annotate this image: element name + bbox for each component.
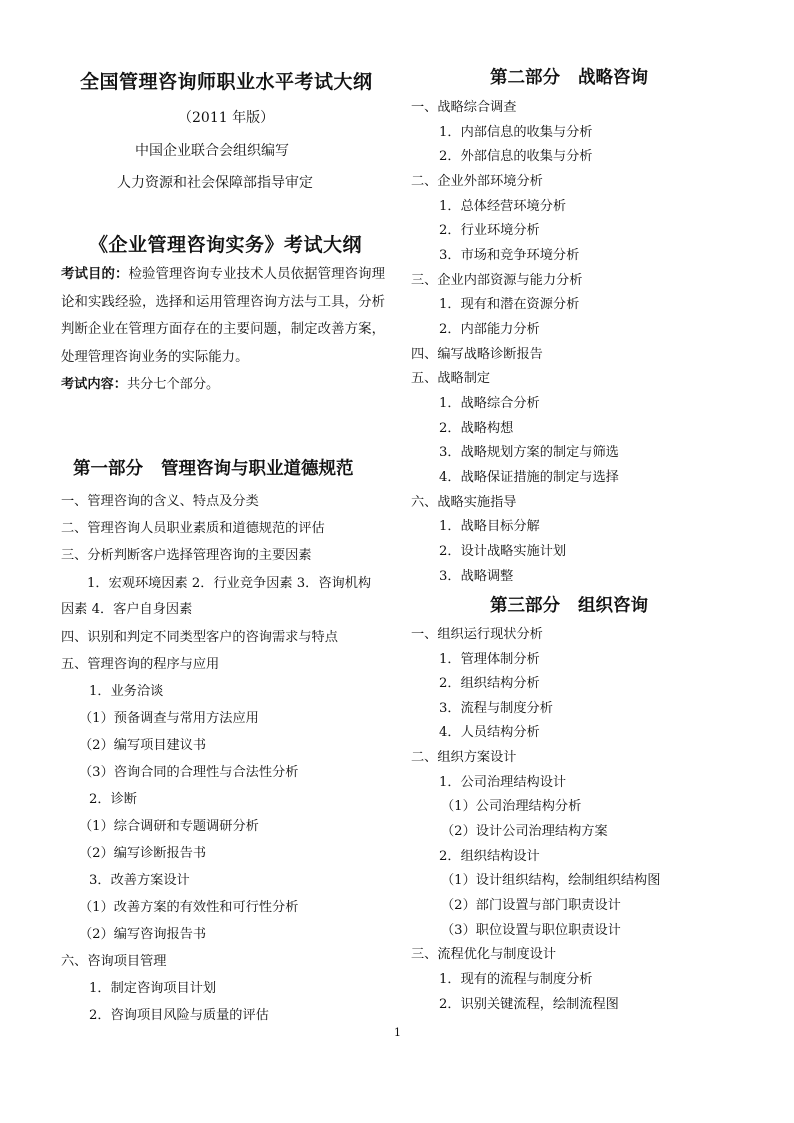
list-item: （3）咨询合同的合理性与合法性分析 xyxy=(79,765,299,780)
list-item: 六、战略实施指导 xyxy=(411,495,517,510)
list-item: 一、战略综合调查 xyxy=(411,100,517,115)
list-item: 4．战略保证措施的制定与选择 xyxy=(439,470,619,485)
page-number: 1 xyxy=(394,1026,401,1039)
list-item: （1）改善方案的有效性和可行性分析 xyxy=(79,900,299,915)
exam-content xyxy=(61,373,219,392)
list-item: 一、组织运行现状分析 xyxy=(411,627,543,642)
list-item: （2）设计公司治理结构方案 xyxy=(441,824,608,839)
edition-label: （2011 年版） xyxy=(178,110,275,126)
part2-heading xyxy=(490,64,648,89)
list-item: 五、管理咨询的程序与应用 xyxy=(61,657,220,672)
exam-purpose xyxy=(61,261,385,371)
organizer-line: 中国企业联合会组织编写 xyxy=(135,143,289,159)
list-item: 1．战略目标分解 xyxy=(439,519,540,534)
list-item: 2．咨询项目风险与质量的评估 xyxy=(89,1008,269,1023)
exam-content-label: 考试内容： xyxy=(61,377,127,392)
exam-purpose-text: 检验管理咨询专业技术人员依据管理咨询理论和实践经验，选择和运用管理咨询方法与工具，分析判断企业在管理方面存在的主要问题，制定改善方案，处理管理咨询业务的实际能力。 xyxy=(61,267,386,365)
list-item: 1．制定咨询项目计划 xyxy=(89,981,217,996)
document-title: 全国管理咨询师职业水平考试大纲 xyxy=(80,71,373,93)
list-item: 3．流程与制度分析 xyxy=(439,701,553,716)
exam-purpose-label: 考试目的： xyxy=(61,266,129,282)
reviewer-line: 人力资源和社会保障部指导审定 xyxy=(117,175,313,191)
list-item: （2）编写项目建议书 xyxy=(79,738,207,753)
part3-heading xyxy=(490,592,648,617)
list-item: 2．设计战略实施计划 xyxy=(439,544,567,559)
part1-heading-number: 第一部分 xyxy=(73,459,143,479)
part1-heading-title: 管理咨询与职业道德规范 xyxy=(161,459,354,479)
list-item: 二、组织方案设计 xyxy=(411,750,517,765)
list-item: 3．战略规划方案的制定与筛选 xyxy=(439,445,619,460)
list-item: 2．外部信息的收集与分析 xyxy=(439,149,593,164)
list-item: 六、咨询项目管理 xyxy=(61,954,167,969)
list-item: 1．内部信息的收集与分析 xyxy=(439,125,593,140)
list-item: 3．市场和竞争环境分析 xyxy=(439,248,580,263)
part2-heading-number: 第二部分 xyxy=(490,68,560,88)
list-item: 三、流程优化与制度设计 xyxy=(411,947,557,962)
list-item: 因素 4．客户自身因素 xyxy=(61,602,193,617)
list-item: 1．总体经营环境分析 xyxy=(439,199,567,214)
list-item: （1）预备调查与常用方法应用 xyxy=(79,711,259,726)
list-item: 4．人员结构分析 xyxy=(439,725,540,740)
list-item: （2）编写咨询报告书 xyxy=(79,927,207,942)
subject-title: 《企业管理咨询实务》考试大纲 xyxy=(89,234,363,256)
part3-heading-number: 第三部分 xyxy=(490,596,560,616)
list-item: 1．现有和潜在资源分析 xyxy=(439,297,580,312)
list-item: 1．管理体制分析 xyxy=(439,652,540,667)
list-item: 2．内部能力分析 xyxy=(439,322,540,337)
list-item: （2）部门设置与部门职责设计 xyxy=(441,898,621,913)
list-item: 2．行业环境分析 xyxy=(439,223,540,238)
list-item: 1．战略综合分析 xyxy=(439,396,540,411)
list-item: 3．改善方案设计 xyxy=(89,873,190,888)
list-item: 1．公司治理结构设计 xyxy=(439,775,567,790)
list-item: 一、管理咨询的含义、特点及分类 xyxy=(61,494,259,509)
list-item: 2．组织结构分析 xyxy=(439,676,540,691)
list-item: （1）公司治理结构分析 xyxy=(441,799,582,814)
list-item: 3．战略调整 xyxy=(439,569,514,584)
list-item: 二、企业外部环境分析 xyxy=(411,174,543,189)
list-item: （1）综合调研和专题调研分析 xyxy=(79,819,259,834)
list-item: 2．组织结构设计 xyxy=(439,849,540,864)
list-item: 二、管理咨询人员职业素质和道德规范的评估 xyxy=(61,521,325,536)
list-item: 三、分析判断客户选择管理咨询的主要因素 xyxy=(61,548,312,563)
list-item: 2．识别关键流程，绘制流程图 xyxy=(439,997,619,1012)
list-item: 三、企业内部资源与能力分析 xyxy=(411,273,583,288)
list-item: 2．诊断 xyxy=(89,792,137,807)
list-item: 1．宏观环境因素 2．行业竞争因素 3．咨询机构 xyxy=(87,576,372,591)
list-item: 四、识别和判定不同类型客户的咨询需求与特点 xyxy=(61,630,338,645)
exam-content-text: 共分七个部分。 xyxy=(126,377,220,392)
list-item: 五、战略制定 xyxy=(411,371,491,386)
list-item: 1．现有的流程与制度分析 xyxy=(439,972,593,987)
part1-heading xyxy=(73,455,354,480)
list-item: （1）设计组织结构，绘制组织结构图 xyxy=(441,873,661,888)
part3-heading-title: 组织咨询 xyxy=(578,596,648,616)
list-item: 四、编写战略诊断报告 xyxy=(411,347,543,362)
part2-heading-title: 战略咨询 xyxy=(578,68,648,88)
list-item: 1．业务洽谈 xyxy=(89,684,164,699)
list-item: 2．战略构想 xyxy=(439,421,514,436)
list-item: （3）职位设置与职位职责设计 xyxy=(441,923,621,938)
list-item: （2）编写诊断报告书 xyxy=(79,846,207,861)
